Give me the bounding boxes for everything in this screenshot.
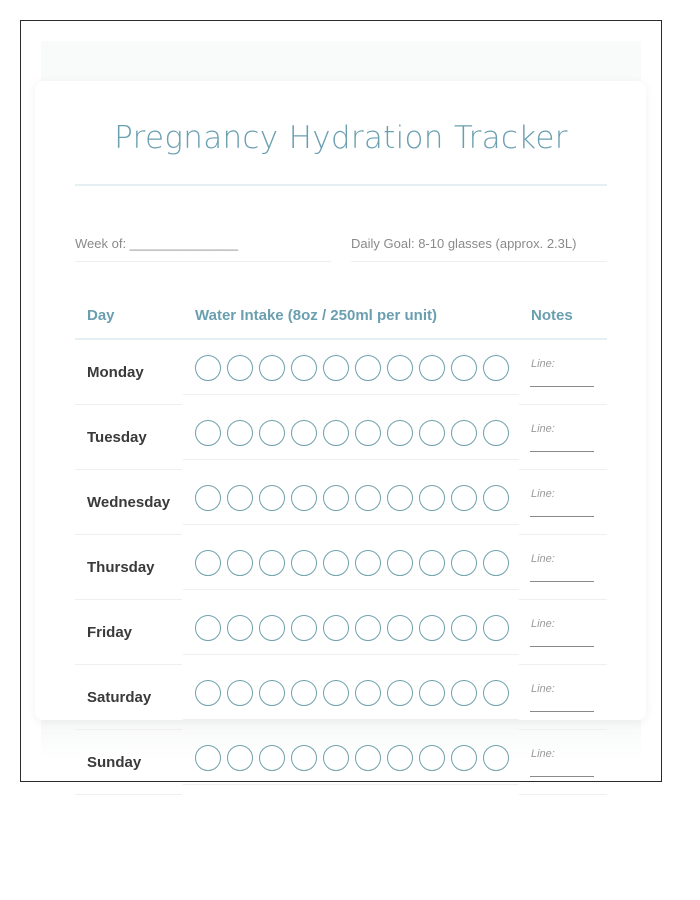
intake-cell-divider bbox=[183, 719, 519, 720]
water-unit-checkbox[interactable] bbox=[259, 615, 285, 641]
water-unit-checkbox[interactable] bbox=[259, 680, 285, 706]
day-label: Thursday bbox=[87, 559, 155, 576]
header-divider bbox=[75, 338, 607, 340]
water-unit-checkbox[interactable] bbox=[291, 680, 317, 706]
intake-cell-divider bbox=[183, 524, 519, 525]
notes-label: Line: bbox=[531, 553, 555, 565]
water-unit-checkbox[interactable] bbox=[355, 550, 381, 576]
page-title: Pregnancy Hydration Tracker bbox=[114, 120, 568, 156]
water-intake-units bbox=[195, 355, 509, 381]
water-unit-checkbox[interactable] bbox=[259, 355, 285, 381]
water-unit-checkbox[interactable] bbox=[355, 745, 381, 771]
water-intake-units bbox=[195, 420, 509, 446]
water-unit-checkbox[interactable] bbox=[323, 745, 349, 771]
water-unit-checkbox[interactable] bbox=[355, 420, 381, 446]
day-label: Saturday bbox=[87, 689, 152, 706]
water-unit-checkbox[interactable] bbox=[195, 355, 221, 381]
water-unit-checkbox[interactable] bbox=[419, 355, 445, 381]
water-unit-checkbox[interactable] bbox=[227, 550, 253, 576]
water-unit-checkbox[interactable] bbox=[291, 550, 317, 576]
notes-cell-divider bbox=[519, 404, 607, 405]
water-unit-checkbox[interactable] bbox=[323, 420, 349, 446]
water-unit-checkbox[interactable] bbox=[291, 485, 317, 511]
notes-cell-divider bbox=[519, 664, 607, 665]
water-unit-checkbox[interactable] bbox=[483, 420, 509, 446]
water-unit-checkbox[interactable] bbox=[451, 485, 477, 511]
day-cell-divider bbox=[75, 664, 182, 665]
water-unit-checkbox[interactable] bbox=[387, 355, 413, 381]
notes-line-field[interactable] bbox=[530, 386, 594, 387]
water-unit-checkbox[interactable] bbox=[195, 485, 221, 511]
intake-cell-divider bbox=[183, 459, 519, 460]
water-unit-checkbox[interactable] bbox=[195, 615, 221, 641]
intake-cell-divider bbox=[183, 589, 519, 590]
water-unit-checkbox[interactable] bbox=[419, 485, 445, 511]
column-header-intake: Water Intake (8oz / 250ml per unit) bbox=[195, 307, 437, 324]
water-unit-checkbox[interactable] bbox=[387, 485, 413, 511]
water-unit-checkbox[interactable] bbox=[227, 355, 253, 381]
notes-line-field[interactable] bbox=[530, 516, 594, 517]
water-unit-checkbox[interactable] bbox=[483, 550, 509, 576]
notes-line-field[interactable] bbox=[530, 581, 594, 582]
water-unit-checkbox[interactable] bbox=[451, 745, 477, 771]
day-label: Friday bbox=[87, 624, 133, 641]
water-unit-checkbox[interactable] bbox=[387, 680, 413, 706]
water-unit-checkbox[interactable] bbox=[387, 550, 413, 576]
water-unit-checkbox[interactable] bbox=[259, 420, 285, 446]
notes-label: Line: bbox=[531, 618, 555, 630]
water-unit-checkbox[interactable] bbox=[483, 745, 509, 771]
water-unit-checkbox[interactable] bbox=[419, 745, 445, 771]
day-label: Wednesday bbox=[87, 494, 171, 511]
water-unit-checkbox[interactable] bbox=[451, 615, 477, 641]
day-cell-divider bbox=[75, 469, 182, 470]
water-unit-checkbox[interactable] bbox=[483, 355, 509, 381]
column-header-day: Day bbox=[87, 307, 115, 324]
week-of-divider bbox=[75, 261, 331, 262]
notes-cell-divider bbox=[519, 534, 607, 535]
water-unit-checkbox[interactable] bbox=[483, 680, 509, 706]
water-unit-checkbox[interactable] bbox=[259, 485, 285, 511]
daily-goal-text: Daily Goal: 8-10 glasses (approx. 2.3L) bbox=[351, 236, 577, 251]
water-unit-checkbox[interactable] bbox=[387, 615, 413, 641]
water-unit-checkbox[interactable] bbox=[227, 745, 253, 771]
day-cell-divider bbox=[75, 534, 182, 535]
water-unit-checkbox[interactable] bbox=[451, 355, 477, 381]
day-label: Monday bbox=[87, 364, 144, 381]
water-unit-checkbox[interactable] bbox=[291, 420, 317, 446]
notes-label: Line: bbox=[531, 358, 555, 370]
notes-cell-divider bbox=[519, 794, 607, 795]
water-intake-units bbox=[195, 550, 509, 576]
water-unit-checkbox[interactable] bbox=[227, 680, 253, 706]
water-unit-checkbox[interactable] bbox=[227, 485, 253, 511]
day-cell-divider bbox=[75, 794, 182, 795]
water-unit-checkbox[interactable] bbox=[195, 550, 221, 576]
water-unit-checkbox[interactable] bbox=[291, 615, 317, 641]
water-intake-units bbox=[195, 680, 509, 706]
notes-label: Line: bbox=[531, 683, 555, 695]
water-unit-checkbox[interactable] bbox=[419, 420, 445, 446]
water-unit-checkbox[interactable] bbox=[419, 680, 445, 706]
intake-cell-divider bbox=[183, 394, 519, 395]
water-unit-checkbox[interactable] bbox=[451, 680, 477, 706]
water-unit-checkbox[interactable] bbox=[355, 485, 381, 511]
water-unit-checkbox[interactable] bbox=[195, 680, 221, 706]
notes-cell-divider bbox=[519, 729, 607, 730]
water-unit-checkbox[interactable] bbox=[227, 615, 253, 641]
water-unit-checkbox[interactable] bbox=[419, 550, 445, 576]
water-unit-checkbox[interactable] bbox=[291, 745, 317, 771]
water-unit-checkbox[interactable] bbox=[483, 615, 509, 641]
water-intake-units bbox=[195, 485, 509, 511]
notes-line-field[interactable] bbox=[530, 776, 594, 777]
notes-label: Line: bbox=[531, 423, 555, 435]
water-unit-checkbox[interactable] bbox=[259, 745, 285, 771]
notes-line-field[interactable] bbox=[530, 646, 594, 647]
notes-cell-divider bbox=[519, 469, 607, 470]
notes-label: Line: bbox=[531, 748, 555, 760]
water-unit-checkbox[interactable] bbox=[195, 745, 221, 771]
water-unit-checkbox[interactable] bbox=[355, 615, 381, 641]
title-divider bbox=[75, 184, 607, 186]
water-unit-checkbox[interactable] bbox=[483, 485, 509, 511]
notes-line-field[interactable] bbox=[530, 711, 594, 712]
day-cell-divider bbox=[75, 599, 182, 600]
day-label: Sunday bbox=[87, 754, 142, 771]
water-intake-units bbox=[195, 745, 509, 771]
water-unit-checkbox[interactable] bbox=[451, 550, 477, 576]
daily-goal-divider bbox=[351, 261, 607, 262]
water-unit-checkbox[interactable] bbox=[323, 355, 349, 381]
water-intake-units bbox=[195, 615, 509, 641]
water-unit-checkbox[interactable] bbox=[259, 550, 285, 576]
day-label: Tuesday bbox=[87, 429, 147, 446]
water-unit-checkbox[interactable] bbox=[291, 355, 317, 381]
intake-cell-divider bbox=[183, 784, 519, 785]
water-unit-checkbox[interactable] bbox=[387, 745, 413, 771]
intake-cell-divider bbox=[183, 654, 519, 655]
water-unit-checkbox[interactable] bbox=[323, 680, 349, 706]
day-cell-divider bbox=[75, 729, 182, 730]
water-unit-checkbox[interactable] bbox=[323, 550, 349, 576]
water-unit-checkbox[interactable] bbox=[419, 615, 445, 641]
water-unit-checkbox[interactable] bbox=[451, 420, 477, 446]
water-unit-checkbox[interactable] bbox=[355, 680, 381, 706]
notes-cell-divider bbox=[519, 599, 607, 600]
day-cell-divider bbox=[75, 404, 182, 405]
notes-line-field[interactable] bbox=[530, 451, 594, 452]
water-unit-checkbox[interactable] bbox=[355, 355, 381, 381]
water-unit-checkbox[interactable] bbox=[195, 420, 221, 446]
week-of-field[interactable]: Week of: _______________ bbox=[75, 236, 239, 251]
water-unit-checkbox[interactable] bbox=[227, 420, 253, 446]
water-unit-checkbox[interactable] bbox=[323, 485, 349, 511]
column-header-notes: Notes bbox=[531, 307, 573, 324]
water-unit-checkbox[interactable] bbox=[323, 615, 349, 641]
water-unit-checkbox[interactable] bbox=[387, 420, 413, 446]
notes-label: Line: bbox=[531, 488, 555, 500]
